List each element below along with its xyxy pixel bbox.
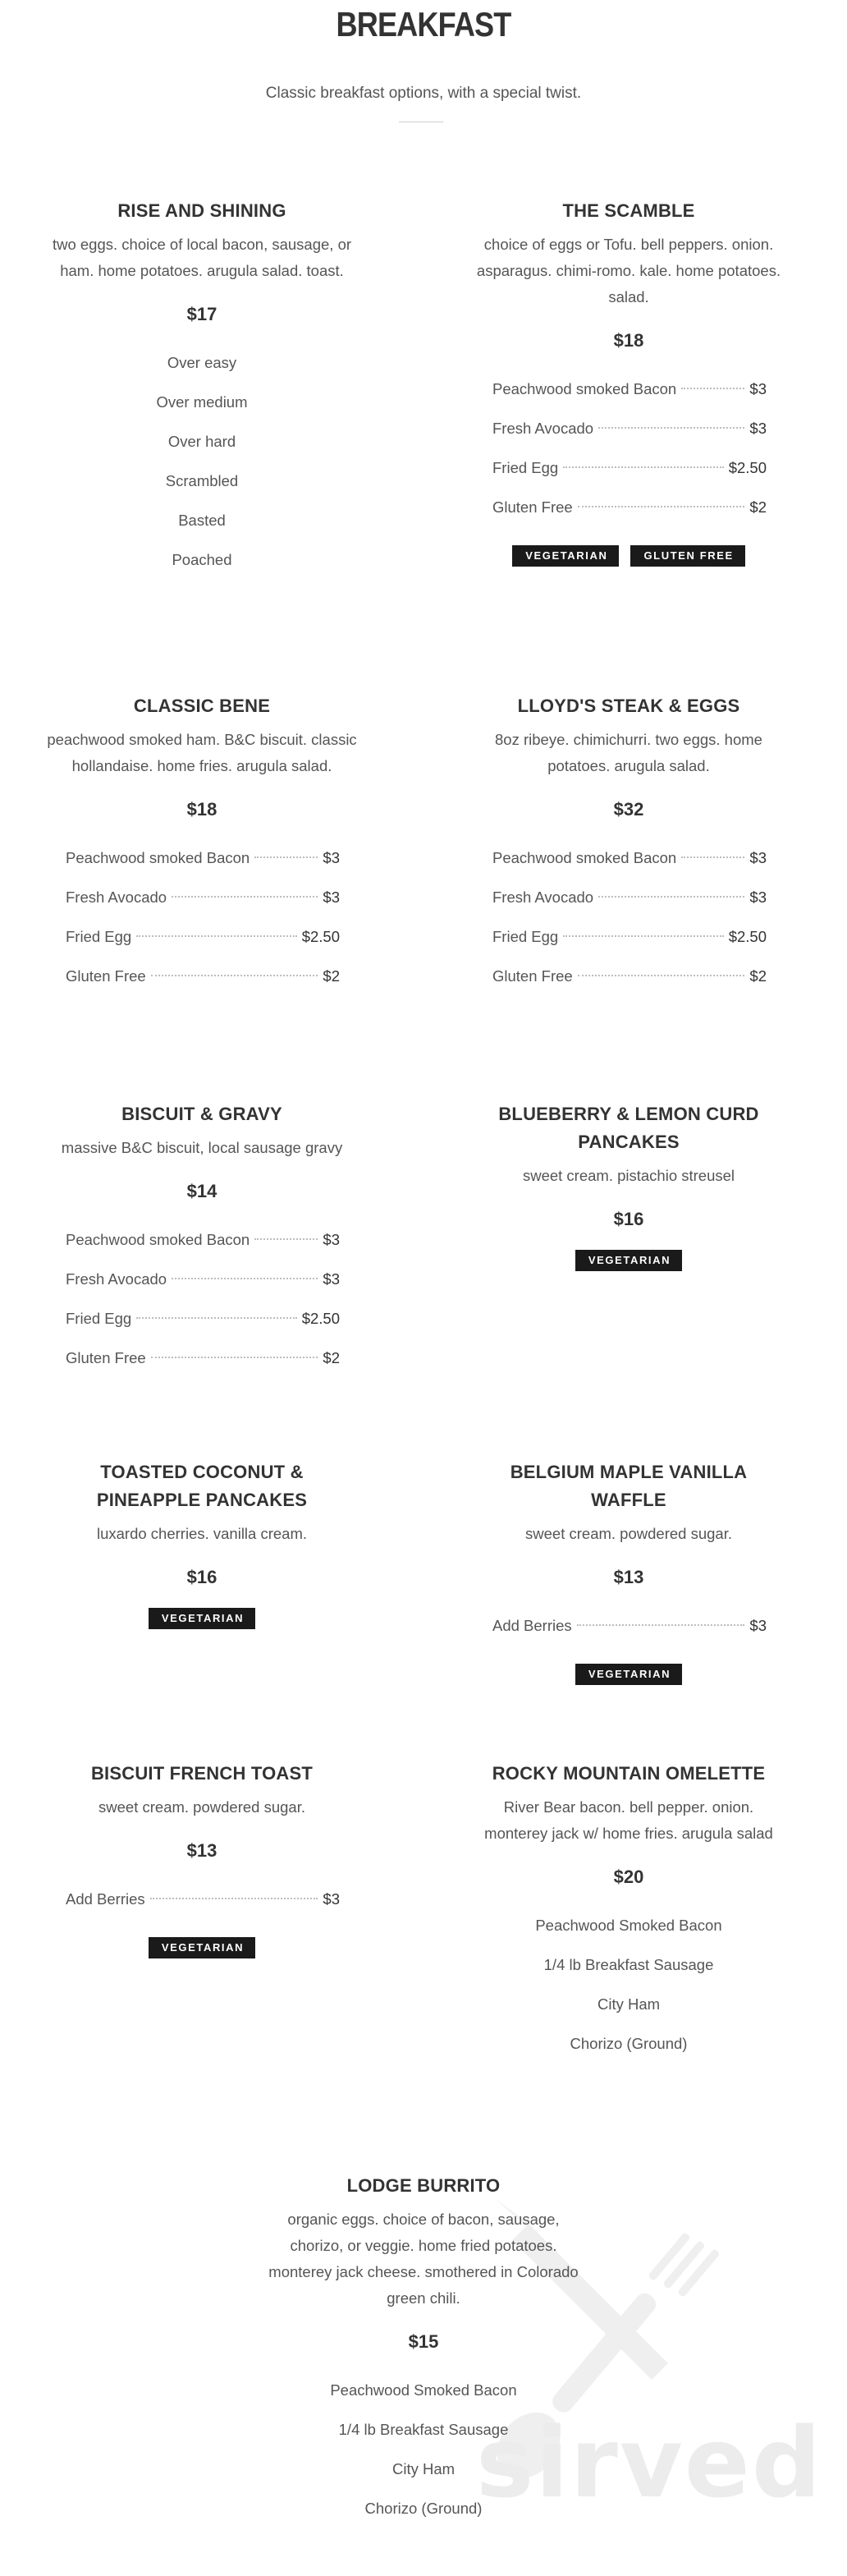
menu-item-the-scamble xyxy=(473,197,785,567)
addon-label: Fried Egg xyxy=(492,459,559,476)
choice-item: 1/4 lb Breakfast Sausage xyxy=(543,1956,714,1973)
tag-list xyxy=(46,1937,358,1958)
addon-label: Peachwood smoked Bacon xyxy=(66,849,250,866)
addon-price: $2 xyxy=(323,1349,340,1366)
menu-item-rocky-mountain-omelette xyxy=(481,1760,776,2064)
addon-price: $3 xyxy=(323,1270,340,1288)
addon-price: $2.50 xyxy=(728,459,767,476)
addon-row xyxy=(492,1606,767,1646)
vegetarian-badge: VEGETARIAN xyxy=(575,1664,682,1685)
addon-row xyxy=(66,1220,340,1260)
choice-list xyxy=(268,2371,579,2528)
item-description: sweet cream. powdered sugar. xyxy=(525,1525,732,1542)
addon-label: Peachwood smoked Bacon xyxy=(66,1231,250,1248)
menu-item-blueberry-lemon-curd-pancakes xyxy=(481,1100,776,1271)
dot-leader xyxy=(578,506,745,507)
choice-item: Over medium xyxy=(156,393,248,411)
addon-row xyxy=(66,917,340,957)
vegetarian-badge: VEGETARIAN xyxy=(149,1937,255,1958)
item-price: $18 xyxy=(613,330,644,351)
item-description: 8oz ribeye. chimichurri. two eggs. home potatoes. arugula salad. xyxy=(495,731,762,774)
addon-row xyxy=(66,838,340,878)
addon-row xyxy=(66,878,340,917)
addon-list xyxy=(46,1220,358,1378)
item-name: RISE AND SHINING xyxy=(117,200,286,221)
menu-item-biscuit-gravy xyxy=(46,1100,358,1378)
addon-label: Gluten Free xyxy=(492,498,573,516)
addon-label: Fried Egg xyxy=(66,928,132,945)
item-description: sweet cream. powdered sugar. xyxy=(98,1798,305,1816)
tag-list xyxy=(473,545,785,567)
item-description: massive B&C biscuit, local sausage gravy xyxy=(61,1139,343,1156)
choice-item: Peachwood Smoked Bacon xyxy=(535,1917,722,1934)
addon-price: $2 xyxy=(323,967,340,985)
addon-row xyxy=(492,370,767,409)
choice-item: Over hard xyxy=(167,433,236,450)
item-name: LODGE BURRITO xyxy=(346,2175,501,2196)
menu-item-lodge-burrito xyxy=(268,2172,579,2528)
menu-item-classic-bene xyxy=(46,692,358,996)
vegetarian-badge: VEGETARIAN xyxy=(512,545,619,567)
item-description: luxardo cherries. vanilla cream. xyxy=(96,1525,308,1542)
item-description: sweet cream. pistachio streusel xyxy=(522,1167,735,1184)
item-description: River Bear bacon. bell pepper. onion. monterey jack w/ home fries. arugula salad xyxy=(484,1798,773,1842)
dot-leader xyxy=(151,1357,318,1358)
page-title: BREAKFAST xyxy=(336,5,511,44)
addon-row xyxy=(492,917,767,957)
gluten-free-badge: GLUTEN FREE xyxy=(630,545,744,567)
menu-item-belgium-maple-vanilla-waffle xyxy=(481,1458,776,1685)
addon-price: $3 xyxy=(749,849,767,866)
item-price: $15 xyxy=(408,2331,439,2352)
dot-leader xyxy=(577,1624,745,1626)
dot-leader xyxy=(136,935,296,937)
addon-label: Add Berries xyxy=(66,1890,145,1908)
addon-label: Gluten Free xyxy=(66,967,146,985)
tag-list xyxy=(481,1250,776,1271)
addon-list xyxy=(481,1606,776,1646)
dot-leader xyxy=(563,466,723,468)
choice-item: 1/4 lb Breakfast Sausage xyxy=(338,2421,509,2438)
choice-list xyxy=(481,1906,776,2064)
addon-price: $3 xyxy=(323,1890,340,1908)
choice-item: Peachwood Smoked Bacon xyxy=(330,2381,517,2399)
item-name: LLOYD'S STEAK & EGGS xyxy=(517,696,740,716)
item-price: $20 xyxy=(613,1867,644,1887)
addon-label: Peachwood smoked Bacon xyxy=(492,849,677,866)
vegetarian-badge: VEGETARIAN xyxy=(149,1608,255,1629)
dot-leader xyxy=(578,975,745,976)
choice-item: Poached xyxy=(172,551,232,568)
dot-leader xyxy=(254,856,318,858)
addon-price: $3 xyxy=(749,889,767,906)
item-price: $32 xyxy=(613,799,644,820)
item-name: BISCUIT & GRAVY xyxy=(121,1104,282,1124)
addon-label: Peachwood smoked Bacon xyxy=(492,380,677,397)
addon-row xyxy=(492,957,767,996)
item-price: $16 xyxy=(186,1567,217,1587)
choice-item: City Ham xyxy=(597,1995,661,2013)
addon-row xyxy=(492,448,767,488)
dot-leader xyxy=(172,896,318,898)
choice-item: City Ham xyxy=(391,2460,456,2477)
addon-price: $3 xyxy=(323,889,340,906)
addon-row xyxy=(66,1299,340,1339)
addon-price: $2 xyxy=(749,498,767,516)
page-subtitle: Classic breakfast options, with a special twist. xyxy=(265,85,582,102)
addon-row xyxy=(66,1260,340,1299)
dot-leader xyxy=(681,856,744,858)
dot-leader xyxy=(598,896,744,898)
addon-label: Gluten Free xyxy=(66,1349,146,1366)
choice-item: Over easy xyxy=(167,354,237,371)
addon-price: $2.50 xyxy=(728,928,767,945)
addon-label: Fried Egg xyxy=(66,1310,132,1327)
menu-item-biscuit-french-toast xyxy=(46,1760,358,1958)
choice-item: Scrambled xyxy=(165,472,239,489)
tag-list xyxy=(54,1608,350,1629)
item-price: $14 xyxy=(186,1181,217,1201)
item-name: BELGIUM MAPLE VANILLA WAFFLE xyxy=(510,1462,748,1510)
addon-list xyxy=(46,838,358,996)
dot-leader xyxy=(254,1238,318,1240)
addon-row xyxy=(66,1880,340,1919)
choice-item: Basted xyxy=(178,512,226,529)
item-price: $17 xyxy=(186,304,217,324)
dot-leader xyxy=(172,1278,318,1279)
dot-leader xyxy=(681,388,744,389)
addon-price: $2.50 xyxy=(301,928,340,945)
addon-list xyxy=(46,1880,358,1919)
choice-item: Chorizo (Ground) xyxy=(364,2500,483,2517)
item-name: ROCKY MOUNTAIN OMELETTE xyxy=(492,1763,766,1784)
item-name: BISCUIT FRENCH TOAST xyxy=(90,1763,314,1784)
addon-row xyxy=(66,1339,340,1378)
addon-label: Fried Egg xyxy=(492,928,559,945)
addon-price: $3 xyxy=(323,849,340,866)
addon-list xyxy=(473,370,785,527)
dot-leader xyxy=(150,1898,318,1899)
item-price: $16 xyxy=(613,1209,644,1229)
addon-label: Add Berries xyxy=(492,1617,572,1634)
addon-label: Fresh Avocado xyxy=(66,1270,167,1288)
addon-label: Gluten Free xyxy=(492,967,573,985)
addon-price: $2.50 xyxy=(301,1310,340,1327)
addon-price: $3 xyxy=(749,420,767,437)
vegetarian-badge: VEGETARIAN xyxy=(575,1250,682,1271)
addon-row xyxy=(492,409,767,448)
dot-leader xyxy=(598,427,744,429)
item-name: CLASSIC BENE xyxy=(133,696,271,716)
item-name: TOASTED COCONUT & PINEAPPLE PANCAKES xyxy=(96,1462,308,1510)
item-description: organic eggs. choice of bacon, sausage, chorizo, or veggie. home fried potatoes. monterey jack cheese. smothered in Colorado green chili. xyxy=(268,2211,579,2307)
item-price: $13 xyxy=(186,1840,217,1861)
dot-leader xyxy=(563,935,723,937)
tag-list xyxy=(481,1664,776,1685)
menu-item-rise-and-shining xyxy=(46,197,358,580)
item-name: THE SCAMBLE xyxy=(562,200,695,221)
item-price: $18 xyxy=(186,799,217,820)
addon-row xyxy=(492,838,767,878)
addon-row xyxy=(492,488,767,527)
addon-label: Fresh Avocado xyxy=(66,889,167,906)
watermark-text: sirved xyxy=(476,2406,823,2519)
addon-price: $2 xyxy=(749,967,767,985)
dot-leader xyxy=(151,975,318,976)
choice-list xyxy=(46,343,358,580)
addon-row xyxy=(66,957,340,996)
addon-price: $3 xyxy=(749,1617,767,1634)
choice-item: Chorizo (Ground) xyxy=(570,2035,688,2052)
item-price: $13 xyxy=(613,1567,644,1587)
addon-label: Fresh Avocado xyxy=(492,889,594,906)
menu-item-toasted-coconut-pineapple-pancakes xyxy=(54,1458,350,1629)
item-description: peachwood smoked ham. B&C biscuit. classic hollandaise. home fries. arugula salad. xyxy=(47,731,357,774)
addon-row xyxy=(492,878,767,917)
addon-price: $3 xyxy=(749,380,767,397)
item-description: choice of eggs or Tofu. bell peppers. onion. asparagus. chimi-romo. kale. home potatoes. salad. xyxy=(476,236,781,305)
dot-leader xyxy=(136,1317,296,1319)
item-name: BLUEBERRY & LEMON CURD PANCAKES xyxy=(498,1104,759,1152)
item-description: two eggs. choice of local bacon, sausage, or ham. home potatoes. arugula salad. toast. xyxy=(52,236,352,279)
menu-item-lloyds-steak-eggs xyxy=(473,692,785,996)
addon-label: Fresh Avocado xyxy=(492,420,594,437)
addon-list xyxy=(473,838,785,996)
addon-price: $3 xyxy=(323,1231,340,1248)
